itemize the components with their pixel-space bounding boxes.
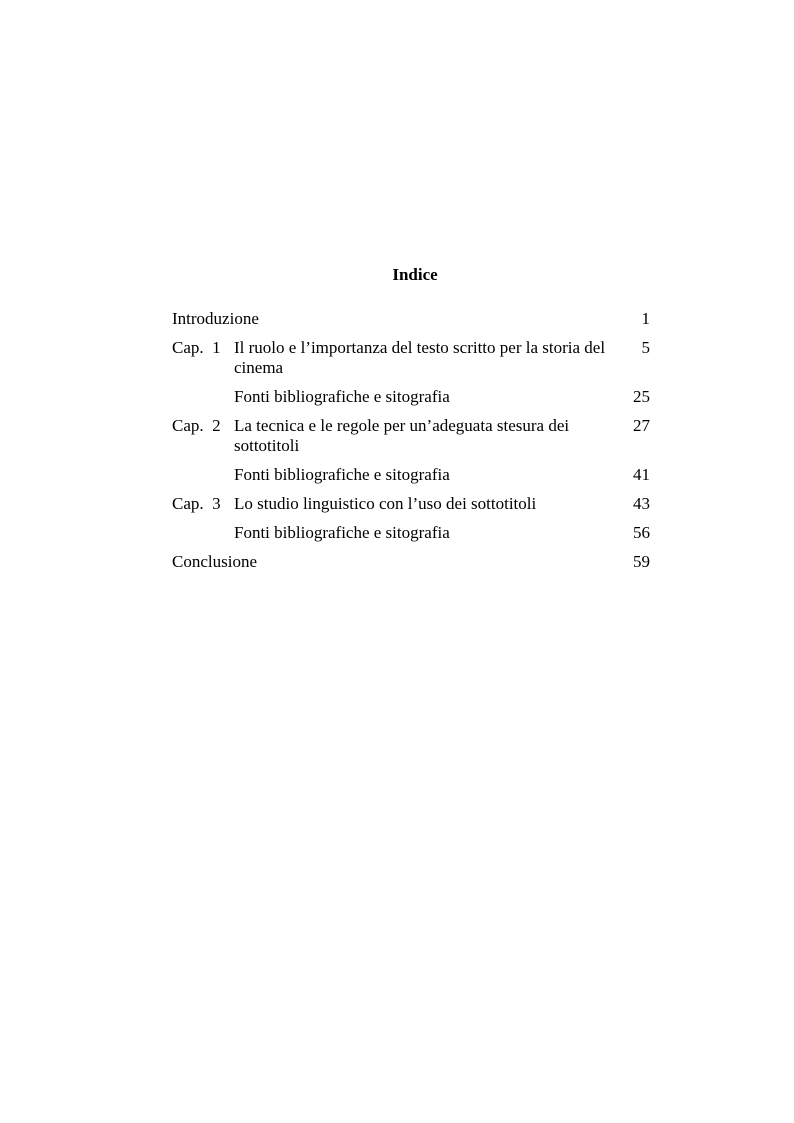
toc-title: Indice xyxy=(392,265,438,284)
toc-entry-page: 56 xyxy=(633,523,650,542)
toc-entry-conclusione[interactable] xyxy=(172,552,650,572)
toc-entry-page: 41 xyxy=(633,465,650,484)
toc-entry-text: Fonti bibliografiche e sitografia xyxy=(234,387,450,406)
toc-entry-text: Lo studio linguistico con l’uso dei sottotitoli xyxy=(234,494,537,513)
toc-entry-text: Fonti bibliografiche e sitografia xyxy=(234,465,450,484)
toc-chapter-label: Cap. 1 xyxy=(172,338,221,357)
toc-entry-text: Il ruolo e l’importanza del testo scritto per la storia del cinema xyxy=(234,338,606,377)
toc-entry-text: Fonti bibliografiche e sitografia xyxy=(234,523,450,542)
toc-entry-chapter-3[interactable] xyxy=(172,494,650,514)
toc-entry-chapter-2-sources[interactable] xyxy=(172,465,650,485)
toc-entry-chapter-3-sources[interactable] xyxy=(172,523,650,543)
toc-entry-page: 1 xyxy=(641,309,650,328)
toc-chapter-label: Cap. 2 xyxy=(172,416,221,435)
toc-chapter-label: Cap. 3 xyxy=(172,494,221,513)
toc-entry-text: Introduzione xyxy=(172,309,259,328)
toc-entry-page: 59 xyxy=(633,552,650,571)
toc-entry-page: 5 xyxy=(641,338,650,357)
toc-entry-page: 27 xyxy=(633,416,650,435)
toc-entry-page: 43 xyxy=(633,494,650,513)
table-of-contents xyxy=(172,309,650,581)
toc-entry-text: Conclusione xyxy=(172,552,257,571)
toc-entry-chapter-1-sources[interactable] xyxy=(172,387,650,407)
toc-entry-text: La tecnica e le regole per un’adeguata stesura dei sottotitoli xyxy=(234,416,570,455)
toc-entry-page: 25 xyxy=(633,387,650,406)
toc-entry-chapter-1[interactable] xyxy=(172,338,650,378)
toc-entry-chapter-2[interactable] xyxy=(172,416,650,456)
toc-entry-introduzione[interactable] xyxy=(172,309,650,329)
